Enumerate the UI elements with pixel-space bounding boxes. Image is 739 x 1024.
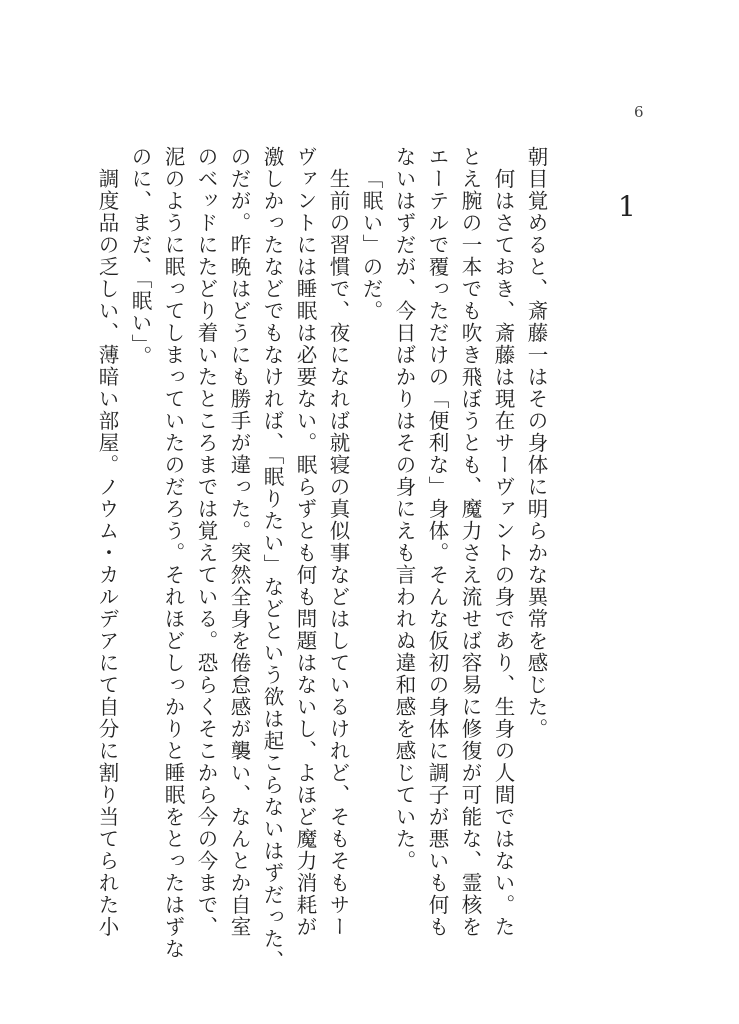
text-line: 「眠い」のだ。 — [359, 168, 383, 322]
text-line: 泥のように眠ってしまっていたのだろう。それほどしっかりと睡眠をとったはずな — [161, 146, 185, 960]
text-line: ヴァントには睡眠は必要ない。眠らずとも何も問題はないし、よほど魔力消耗が — [293, 146, 317, 938]
text-line: のベッドにたどり着いたところまでは覚えている。恐らくそこから今の今まで、 — [194, 146, 218, 938]
page-number: 6 — [634, 103, 644, 121]
text-line: とえ腕の一本でも吹き飛ぼうとも、魔力さえ流せば容易に修復が可能な、霊核を — [458, 146, 482, 938]
text-line: 激しかったなどでもなければ、「眠りたい」などという欲は起こらないはずだった、 — [260, 146, 284, 972]
text-line: のに、まだ、「眠い」。 — [128, 146, 152, 368]
text-line: 何はさておき、斎藤は現在サーヴァントの身であり、生身の人間ではない。た — [491, 168, 515, 938]
text-line: ないはずだが、今日ばかりはその身にえも言われぬ違和感を感じていた。 — [392, 146, 416, 872]
text-line: のだが。昨晩はどうにも勝手が違った。突然全身を倦怠感が襲い、なんとか自室 — [227, 146, 251, 938]
text-line: 生前の習慣で、夜になれば就寝の真似事などはしているけれど、そもそもサー — [326, 168, 350, 938]
chapter-number: 1 — [618, 190, 636, 223]
text-line: 朝目覚めると、斎藤一はその身体に明らかな異常を感じた。 — [524, 146, 548, 740]
body-text — [90, 146, 552, 972]
text-line: 調度品の乏しい、薄暗い部屋。ノウム・カルデアにて自分に割り当てられた小 — [95, 168, 119, 938]
text-line: エーテルで覆っただけの「便利な」身体。そんな仮初の身体に調子が悪いも何も — [425, 146, 449, 938]
